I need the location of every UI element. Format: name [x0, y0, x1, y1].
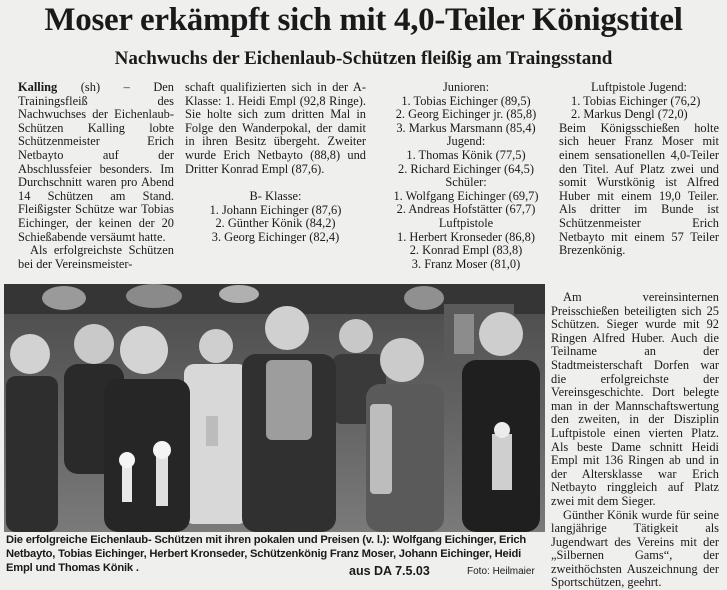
- list-item: 2. Günther Könik (84,2): [185, 217, 366, 231]
- results-column: [378, 81, 554, 271]
- headline: Moser erkämpft sich mit 4,0-Teiler Königstitel: [0, 2, 727, 39]
- subheadline: Nachwuchs der Eichenlaub-Schützen fleißig am Traingsstand: [0, 48, 727, 70]
- paragraph: Am vereinsinternen Preisschießen beteiligten sich 25 Schützen. Sieger wurde mit 92 Ringen Alfred Huber. Auch die Teilname an der Stadtmeisterschaft Dorfen war die erfolgreichste der Vereinsgeschichte. Dort belegte man in der Mannschaftswertung den zweiten, in der Disziplin Luftpistole einen vierten Platz. Als beste Dame schnitt Heidi Empl mit 136 Ringen ab und in der Altersklasse war Erich Netbayto ringgleich auf Platz zwei mit dem Sieger.: [551, 291, 719, 509]
- paragraph: Günther Könik wurde für seine langjährige Tätigkeit als Jugendwart des Vereins mit der „Silbernen Gams“, der zweithöchsten Auszeichnung der Sportschützen, geehrt.: [551, 509, 719, 590]
- article-column-4-continued: [551, 291, 719, 590]
- list-item: 1. Wolfgang Eichinger (69,7): [378, 190, 554, 204]
- list-heading: Junioren:: [378, 81, 554, 95]
- source-note: aus DA 7.5.03: [349, 564, 430, 578]
- list-item: 2. Richard Eichinger (64,5): [378, 163, 554, 177]
- article-column-1: [18, 81, 174, 271]
- photo-caption: Die erfolgreiche Eichenlaub- Schützen mit ihren pokalen und Preisen (v. l.): Wolfgang Eichinger, Erich Netbayto, Tobias Eichinger, Herbert Kronseder, Schützenkönig Franz Moser, Johann Eichinger, Heidi Empl und Thomas Könik .: [6, 533, 546, 575]
- photo-credit: Foto: Heilmaier: [467, 566, 535, 577]
- list-item: 1. Johann Eichinger (87,6): [185, 204, 366, 218]
- article-column-4: [559, 81, 719, 258]
- group-photo: [4, 284, 545, 532]
- list-item: 2. Andreas Hofstätter (67,7): [378, 203, 554, 217]
- paragraph: schaft qualifizierten sich in der A-Klasse: 1. Heidi Empl (92,8 Ringe). Sie holte sich zum dritten Mal in Folge den Wanderpokal, der damit in ihren Besitz übergeht. Zweiter wurde Erich Netbayto (88,8) und Dritter Konrad Empl (87,6).: [185, 81, 366, 176]
- dateline: Kalling: [18, 80, 57, 94]
- list-heading: Jugend:: [378, 135, 554, 149]
- group-photo-illustration: [4, 284, 545, 532]
- list-item: 1. Tobias Eichinger (89,5): [378, 95, 554, 109]
- list-heading: Luftpistole: [378, 217, 554, 231]
- list-item: 1. Thomas Könik (77,5): [378, 149, 554, 163]
- list-heading: B- Klasse:: [185, 190, 366, 204]
- list-item: 3. Georg Eichinger (82,4): [185, 231, 366, 245]
- paragraph: Beim Königsschießen holte sich heuer Franz Moser mit einem sensationellen 4,0-Teiler den Titel. Auf Platz zwei und somit Wurstkönig ist Alfred Huber mit einem 19,0 Teiler. Als dritter im Bunde ist Schützenmeister Erich Netbayto mit einem 57 Teiler Brezenkönig.: [559, 122, 719, 258]
- paragraph: Als erfolgreichste Schützen bei der Vereinsmeister-: [18, 244, 174, 271]
- list-heading: Schüler:: [378, 176, 554, 190]
- list-item: 1. Tobias Eichinger (76,2): [571, 95, 719, 109]
- list-item: 3. Markus Marsmann (85,4): [378, 122, 554, 136]
- list-item: 3. Franz Moser (81,0): [378, 258, 554, 272]
- lead-paragraph: (sh) – Den Trainingsfleiß des Nachwuchses der Eichenlaub-Schützen Kalling lobte Schützenmeister Erich Netbayto auf der Abschlussfeier besonders. Im Durchschnitt waren pro Abend 14 Schützen am Stand. Fleißigster Schütze war Tobias Eichinger, der keinen der 20 Schießabende versäumt hatte.: [18, 80, 174, 244]
- list-item: 2. Konrad Empl (83,8): [378, 244, 554, 258]
- article-column-2: [185, 81, 366, 245]
- list-item: 1. Herbert Kronseder (86,8): [378, 231, 554, 245]
- list-heading: Luftpistole Jugend:: [559, 81, 719, 95]
- b-class-results: [185, 190, 366, 244]
- list-item: 2. Markus Dengl (72,0): [571, 108, 719, 122]
- list-item: 2. Georg Eichinger jr. (85,8): [378, 108, 554, 122]
